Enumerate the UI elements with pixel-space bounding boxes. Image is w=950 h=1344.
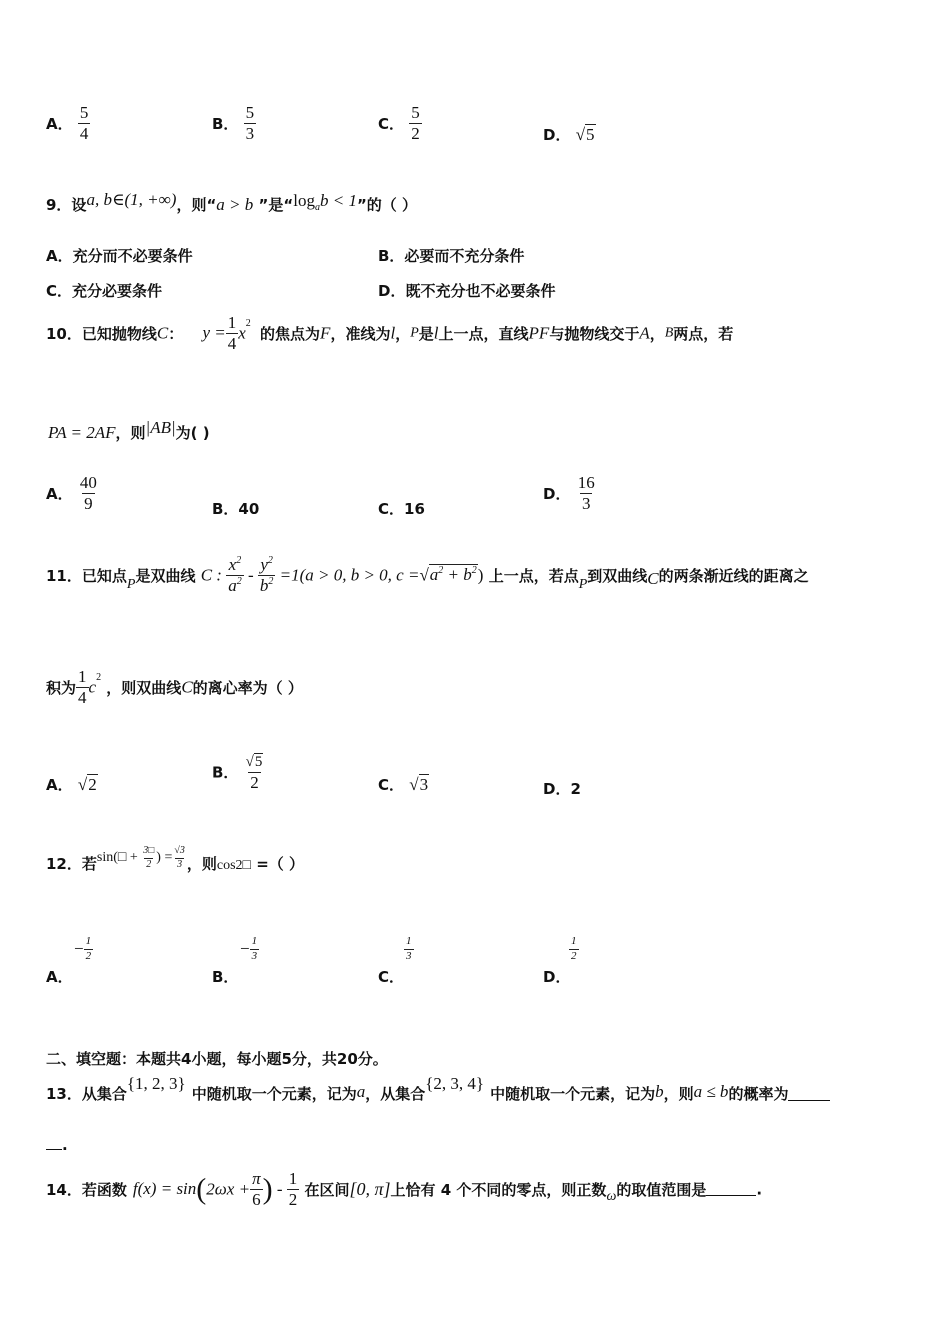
fraction: $\frac{5}{2}$ (411, 103, 420, 143)
q8-option-d (543, 124, 596, 145)
q12-option-c: $\frac{1}{3}$ C． (378, 935, 412, 986)
q8-option-a (46, 104, 90, 143)
q10-option-d: D． $\frac{16}{3}$ (543, 473, 595, 513)
q11-option-b: B． $\frac{√5}{2}$ (212, 752, 265, 792)
q8-option-c (378, 104, 422, 143)
section-title: 二、填空题：本题共4小题，每小题5分，共20分。 (46, 1050, 388, 1068)
sqrt-expression: √2 (77, 775, 97, 794)
q11-stem-line2: 积为 $\frac{1}{4}$ $c^2$ ，则双曲线C的离心率为（ ） (46, 667, 303, 707)
sqrt-expression: $√a^2 + b^2$ (419, 565, 477, 585)
q10-option-c: C．16 (378, 500, 425, 518)
math-expression: a > b (216, 195, 254, 214)
fraction: $\frac{1}{3}$ (406, 935, 412, 962)
q12-option-b: − $\frac{1}{3}$ B． (212, 935, 258, 986)
fraction: $\frac{√5}{2}$ (245, 754, 263, 792)
fraction: $\frac{y^2}{b^2}$ (259, 555, 274, 595)
fraction: $\frac{5}{3}$ (245, 103, 255, 143)
q10-option-a: A． $\frac{40}{9}$ (46, 473, 97, 513)
math-expression: C : (200, 565, 227, 585)
q12-option-a: − $\frac{1}{2}$ A． (46, 935, 92, 986)
fraction: $\frac{1}{2}$ (571, 935, 577, 962)
q10-stem-line1: 10．已知抛物线C： y = $\frac{1}{4}$ $x^2$ 的焦点为F，准线为l，P是l上一点，直线PF与抛物线交于A，B两点，若 (46, 313, 734, 353)
math-expression: a ≤ b (693, 1082, 729, 1101)
q9-option-a: A．充分而不必要条件 (46, 247, 193, 265)
math-expression: |AB| (145, 418, 176, 437)
option-letter: A． (46, 114, 73, 133)
answer-blank[interactable] (46, 1137, 62, 1150)
math-expression: [0, π] (349, 1178, 391, 1199)
q9-option-d: D．既不充分也不必要条件 (378, 282, 556, 300)
q11-option-d: D．2 (543, 780, 581, 798)
q10-option-b: B．40 (212, 500, 260, 518)
sqrt-expression: √3 (409, 775, 429, 794)
fraction: $\frac{1}{3}$ (251, 935, 258, 962)
math-expression: sin(□ + $\frac{3□}{2}$ ) = $\frac{√3}{3}$ (96, 845, 185, 870)
fraction: $\frac{x^2}{a^2}$ (228, 555, 242, 595)
fraction: $\frac{\pi}{6}$ (252, 1169, 261, 1209)
q13-stem: 13．从集合{1, 2, 3}中随机取一个元素，记为a，从集合{2, 3, 4}中随机取一个元素，记为b，则a ≤ b的概率为 (46, 1074, 830, 1104)
sqrt-expression: √5 (575, 125, 595, 144)
q11-option-c: C． √3 (378, 775, 429, 794)
q14-stem: 14．若函数 f(x) = sin(2ωx + $\frac{\pi}{6}$ ) - $\frac{1}{2}$ 在区间[0, π]上恰有 4 个不同的零点，则正数ω的取值范围是 . (46, 1169, 763, 1209)
answer-blank[interactable] (788, 1088, 830, 1101)
q12-option-d: $\frac{1}{2}$ D． (543, 935, 577, 986)
math-expression: cos2□ (216, 858, 251, 874)
q12-stem: 12．若sin(□ + $\frac{3□}{2}$ ) = $\frac{√3}{3}$ ，则cos2□ =（ ） (46, 845, 305, 874)
fraction: $\frac{40}{9}$ (79, 473, 97, 513)
q9-option-c: C．充分必要条件 (46, 282, 163, 300)
q9-option-b: B．必要而不充分条件 (378, 247, 525, 265)
math-expression: y = (202, 323, 226, 343)
q13-continuation: . (46, 1136, 68, 1154)
q11-stem-line1: 11．已知点P是双曲线 C : $\frac{x^2}{a^2}$ - $\frac{y^2}{b^2}$ =1(a > 0, b > 0, $c =√a^2 + b^2$) 上一点，若点P到双曲线C的两条渐近线的距离之 (46, 555, 809, 595)
fraction: $\frac{1}{4}$ (227, 313, 237, 353)
math-expression: {2, 3, 4} (425, 1074, 485, 1093)
fraction: $\frac{1}{4}$ (78, 667, 87, 707)
fraction: $\frac{5}{4}$ (79, 103, 89, 143)
answer-blank[interactable] (706, 1183, 756, 1196)
math-expression: $\log_ab < 1$ (293, 191, 357, 213)
q10-stem-line2: PA = 2AF，则|AB|为( ) (48, 418, 210, 442)
math-expression: PA = 2AF (48, 423, 116, 442)
option-letter: D． (543, 126, 571, 144)
fraction: $\frac{1}{2}$ (85, 935, 92, 962)
math-expression: f(x) = sin (132, 1179, 197, 1199)
q9-stem: 9．设a, b∈(1, +∞)，则“a > b ”是“$\log_ab < 1$”的（ ） (46, 190, 418, 214)
option-letter: C． (378, 114, 405, 133)
option-letter: B． (212, 114, 239, 133)
fraction: $\frac{16}{3}$ (577, 473, 595, 513)
q11-option-a: A． √2 (46, 775, 97, 794)
q8-option-b (212, 104, 256, 143)
fraction: $\frac{1}{2}$ (288, 1169, 298, 1209)
math-expression: a, b∈(1, +∞) (86, 190, 177, 209)
math-expression: {1, 2, 3} (126, 1074, 186, 1093)
